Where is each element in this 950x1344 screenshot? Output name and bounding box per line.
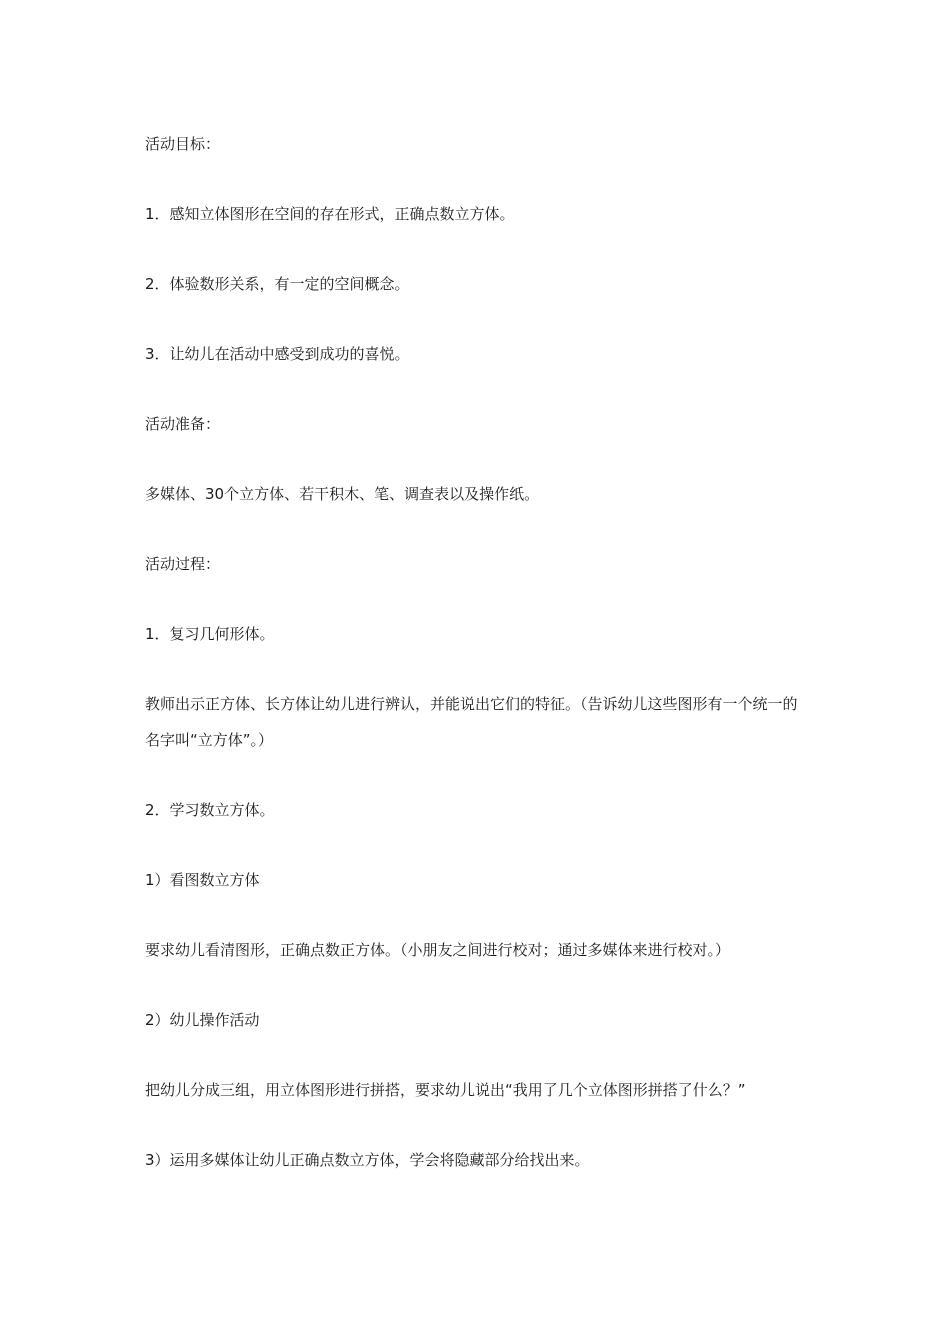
substep-1-detail: 要求幼儿看清图形，正确点数正方体。（小朋友之间进行校对；通过多媒体来进行校对。） [145, 941, 731, 959]
section-heading-goals: 活动目标： [145, 135, 221, 153]
process-step-2: 2．学习数立方体。 [145, 801, 275, 819]
process-step-1-detail: 教师出示正方体、长方体让幼儿进行辨认，并能说出它们的特征。（告诉幼儿这些图形有一个统一的名字叫“立方体”。） [145, 695, 798, 749]
goal-item-1: 1．感知立体图形在空间的存在形式，正确点数立方体。 [145, 205, 515, 223]
section-heading-preparation: 活动准备： [145, 415, 221, 433]
process-step-1: 1．复习几何形体。 [145, 625, 275, 643]
document-body [145, 126, 810, 1212]
substep-3: 3）运用多媒体让幼儿正确点数立方体，学会将隐藏部分给找出来。 [145, 1151, 590, 1169]
substep-2-detail: 把幼儿分成三组，用立体图形进行拼搭，要求幼儿说出“我用了几个立体图形拼搭了什么？” [145, 1081, 746, 1099]
substep-2: 2）幼儿操作活动 [145, 1011, 260, 1029]
section-heading-process: 活动过程： [145, 555, 221, 573]
preparation-text: 多媒体、30个立方体、若干积木、笔、调查表以及操作纸。 [145, 485, 540, 503]
goal-item-2: 2．体验数形关系，有一定的空间概念。 [145, 275, 410, 293]
goal-item-3: 3．让幼儿在活动中感受到成功的喜悦。 [145, 345, 410, 363]
substep-1: 1）看图数立方体 [145, 871, 260, 889]
